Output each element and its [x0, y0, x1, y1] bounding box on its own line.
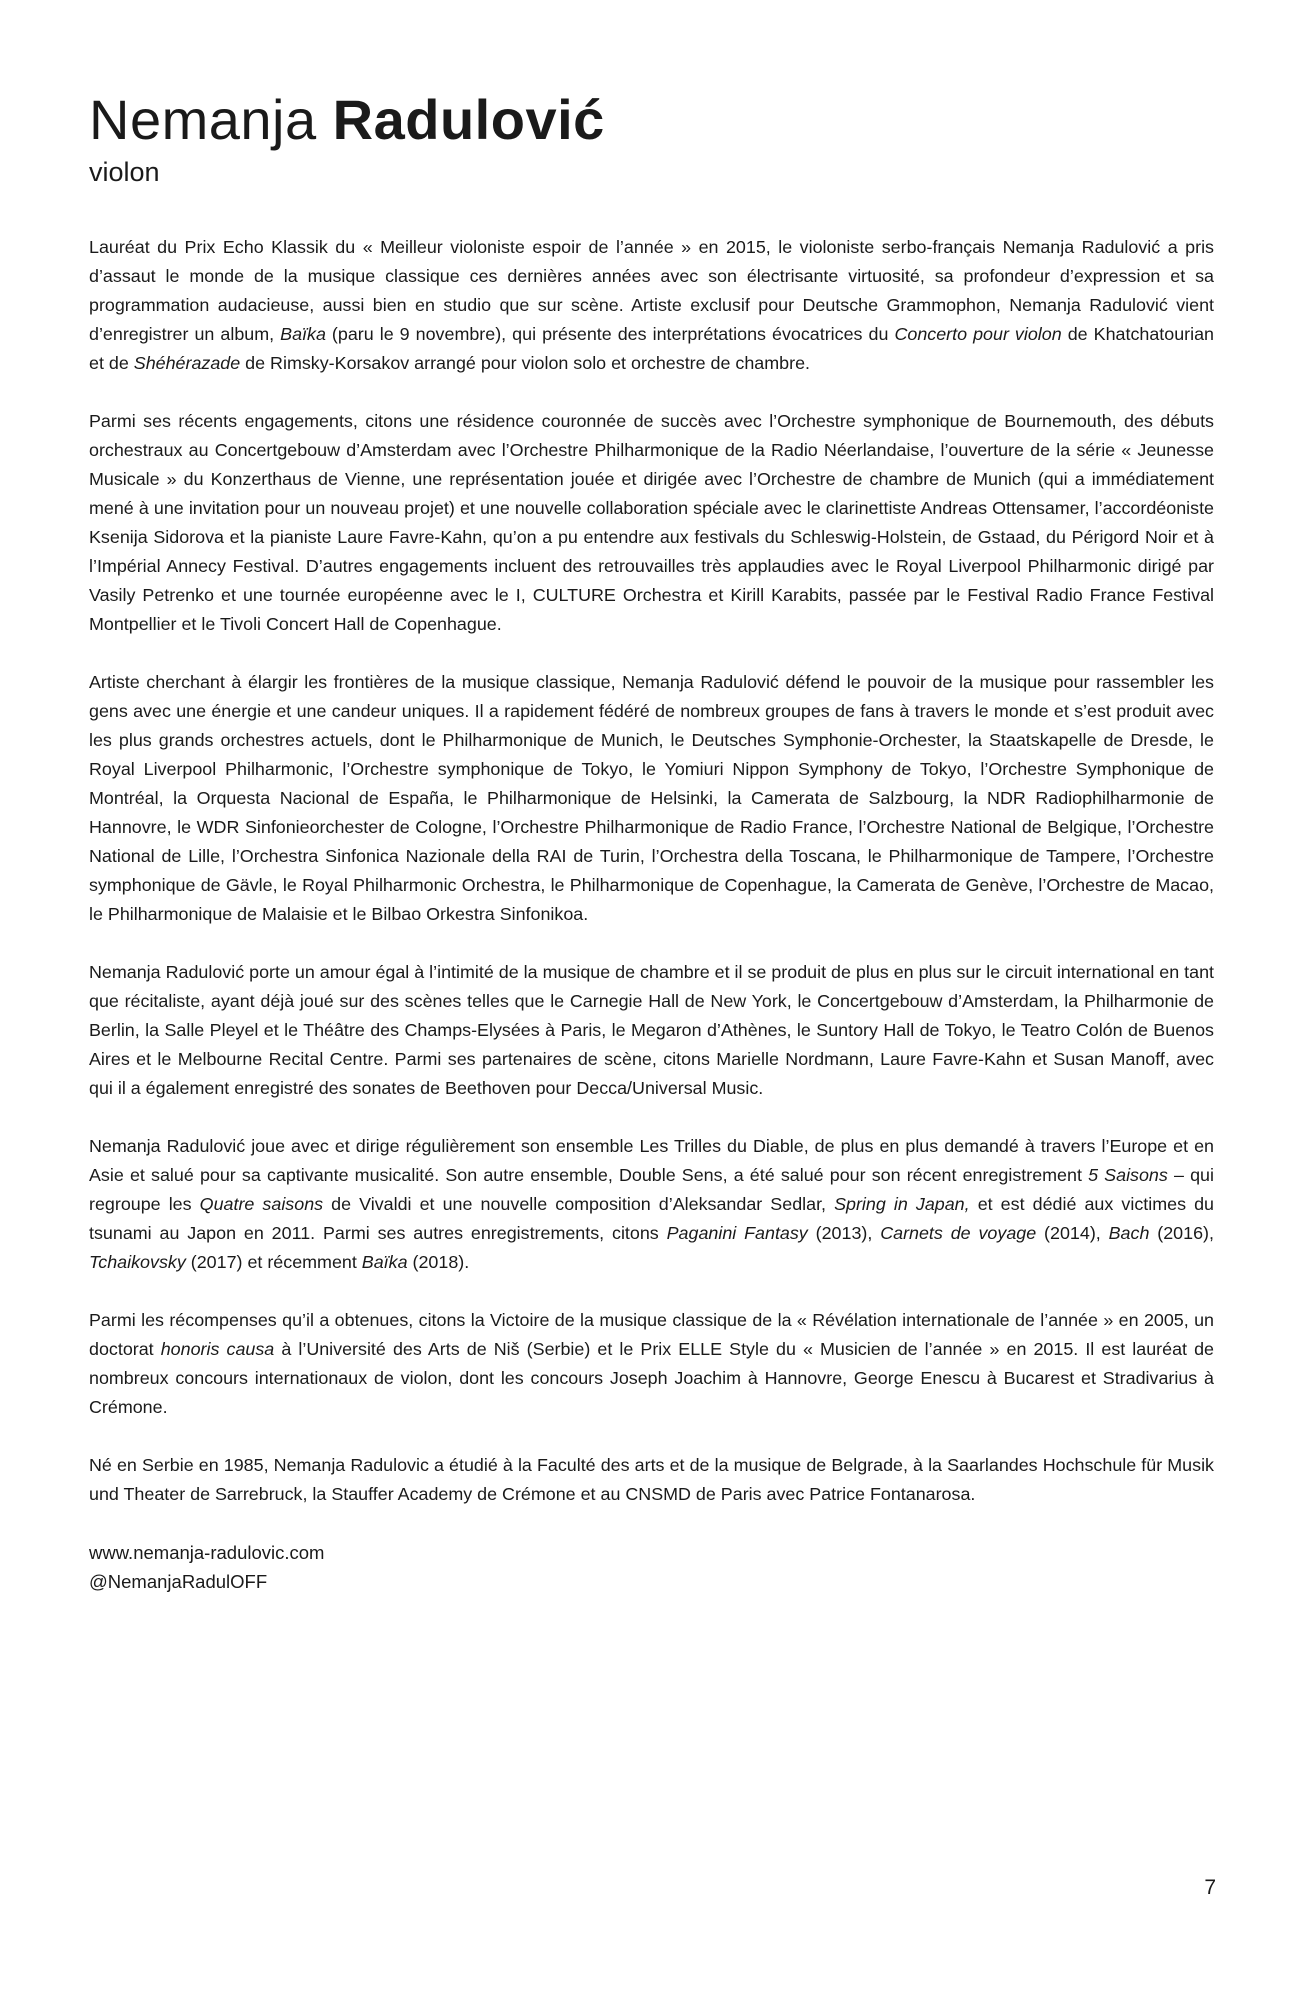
document-page [89, 88, 1214, 1596]
page-title [89, 88, 1214, 152]
social-handle[interactable]: @NemanjaRadulOFF [89, 1571, 268, 1592]
italic-title: Carnets de voyage [880, 1223, 1037, 1243]
italic-title: honoris causa [160, 1339, 275, 1359]
italic-title: Quatre saisons [199, 1194, 324, 1214]
italic-title: Baïka [361, 1252, 408, 1272]
title-first-name: Nemanja [89, 88, 317, 151]
contact-links [89, 1538, 1214, 1596]
biography-body [89, 233, 1214, 1509]
italic-title: Tchaikovsky [89, 1252, 186, 1272]
page-subtitle: violon [89, 157, 160, 187]
paragraph: Artiste cherchant à élargir les frontières de la musique classique, Nemanja Radulović défend le pouvoir de la musique pour rassembler les gens avec une énergie et une candeur uniques. Il a rapidement fédéré de nombreux groupes de fans à travers le monde et s’est produit avec les plus grands orchestres actuels, dont le Philharmonique de Munich, le Deutsches Symphonie-Orchester, la Staatskapelle de Dresde, le Royal Liverpool Philharmonic, l’Orchestre symphonique de Tokyo, le Yomiuri Nippon Symphony de Tokyo, l’Orchestre Symphonique de Montréal, la Orquesta Nacional de España, le Philharmonique de Helsinki, la Camerata de Salzbourg, la NDR Radiophilharmonie de Hannovre, le WDR Sinfonieorchester de Cologne, l’Orchestre Philharmonique de Radio France, l’Orchestre National de Belgique, l’Orchestre National de Lille, l’Orchestra Sinfonica Nazionale della RAI de Turin, l’Orchestra della Toscana, le Philharmonique de Tampere, l’Orchestre symphonique de Gävle, le Royal Philharmonic Orchestra, le Philharmonique de Copenhague, la Camerata de Genève, l’Orchestre de Macao, le Philharmonique de Malaisie et le Bilbao Orkestra Sinfonikoa. [89, 672, 1214, 924]
italic-title: Concerto pour violon [894, 324, 1062, 344]
italic-title: 5 Saisons [1088, 1165, 1168, 1185]
paragraph: Nemanja Radulović porte un amour égal à l’intimité de la musique de chambre et il se produit de plus en plus sur le circuit international en tant que récitaliste, ayant déjà joué sur des scènes telles que le Carnegie Hall de New York, le Concertgebouw d’Amsterdam, la Philharmonie de Berlin, la Salle Pleyel et le Théâtre des Champs-Elysées à Paris, le Megaron d’Athènes, le Suntory Hall de Tokyo, le Teatro Colón de Buenos Aires et le Melbourne Recital Centre. Parmi ses partenaires de scène, citons Marielle Nordmann, Laure Favre-Kahn et Susan Manoff, avec qui il a également enregistré des sonates de Beethoven pour Decca/Universal Music. [89, 962, 1214, 1098]
italic-title: Shéhérazade [133, 353, 241, 373]
italic-title: Spring in Japan, [834, 1194, 970, 1214]
italic-title: Paganini Fantasy [666, 1223, 808, 1243]
italic-title: Baïka [280, 324, 326, 344]
italic-title: Bach [1108, 1223, 1150, 1243]
paragraph: Né en Serbie en 1985, Nemanja Radulovic a étudié à la Faculté des arts et de la musique de Belgrade, à la Saarlandes Hochschule für Musik und Theater de Sarrebruck, la Stauffer Academy de Crémone et au CNSMD de Paris avec Patrice Fontanarosa. [89, 1455, 1214, 1504]
website-link[interactable]: www.nemanja-radulovic.com [89, 1542, 325, 1563]
paragraph: Parmi ses récents engagements, citons une résidence couronnée de succès avec l’Orchestre symphonique de Bournemouth, des débuts orchestraux au Concertgebouw d’Amsterdam avec l’Orchestre Philharmonique de la Radio Néerlandaise, l’ouverture de la série « Jeunesse Musicale » du Konzerthaus de Vienne, une représentation jouée et dirigée avec l’Orchestre de chambre de Munich (qui a immédiatement mené à une invitation pour un nouveau projet) et une nouvelle collaboration spéciale avec le clarinettiste Andreas Ottensamer, l’accordéoniste Ksenija Sidorova et la pianiste Laure Favre-Kahn, qu’on a pu entendre aux festivals du Schleswig-Holstein, de Gstaad, du Périgord Noir et à l’Impérial Annecy Festival. D’autres engagements incluent des retrouvailles très applaudies avec le Royal Liverpool Philharmonic dirigé par Vasily Petrenko et une tournée européenne avec le I, CULTURE Orchestra et Kirill Karabits, passée par le Festival Radio France Festival Montpellier et le Tivoli Concert Hall de Copenhague. [89, 411, 1214, 634]
page-number: 7 [1204, 1876, 1216, 1899]
paragraph: Nemanja Radulović joue avec et dirige régulièrement son ensemble Les Trilles du Diable, de plus en plus demandé à travers l’Europe et en Asie et salué pour sa captivante musicalité. Son autre ensemble, Double Sens, a été salué pour son récent enregistrement 5 Saisons – qui regroupe les Quatre saisons de Vivaldi et une nouvelle composition d’Aleksandar Sedlar, Spring in Japan, et est dédié aux victimes du tsunami au Japon en 2011. Parmi ses autres enregistrements, citons Paganini Fantasy (2013), Carnets de voyage (2014), Bach (2016), Tchaikovsky (2017) et récemment Baïka (2018). [89, 1136, 1214, 1272]
paragraph: Lauréat du Prix Echo Klassik du « Meilleur violoniste espoir de l’année » en 2015, le violoniste serbo-français Nemanja Radulović a pris d’assaut le monde de la musique classique ces dernières années avec son électrisante virtuosité, sa profondeur d’expression et sa programmation audacieuse, aussi bien en studio que sur scène. Artiste exclusif pour Deutsche Grammophon, Nemanja Radulović vient d’enregistrer un album, Baïka (paru le 9 novembre), qui présente des interprétations évocatrices du Concerto pour violon de Khatchatourian et de Shéhérazade de Rimsky-Korsakov arrangé pour violon solo et orchestre de chambre. [89, 237, 1215, 373]
title-last-name: Radulović [332, 88, 605, 151]
paragraph: Parmi les récompenses qu’il a obtenues, citons la Victoire de la musique classique de la « Révélation internationale de l’année » en 2005, un doctorat honoris causa à l’Université des Arts de Niš (Serbie) et le Prix ELLE Style du « Musicien de l’année » en 2015. Il est lauréat de nombreux concours internationaux de violon, dont les concours Joseph Joachim à Hannovre, George Enescu à Bucarest et Stradivarius à Crémone. [89, 1310, 1214, 1417]
